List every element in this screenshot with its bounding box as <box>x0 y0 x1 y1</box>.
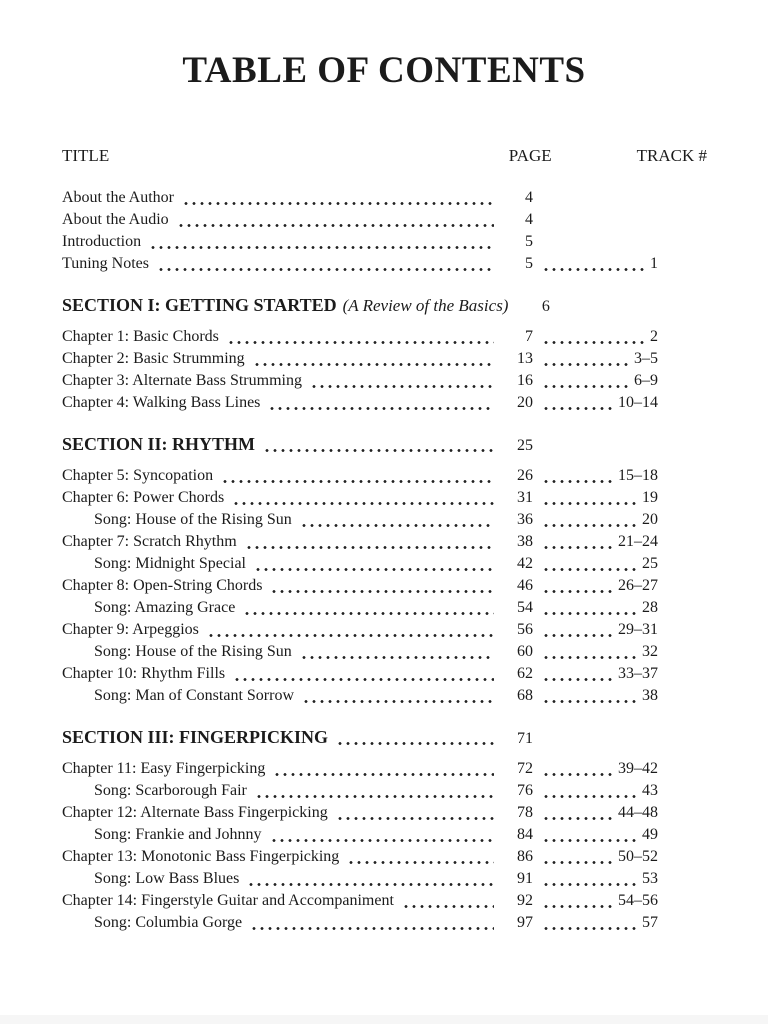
entry-page: 16 <box>517 372 533 389</box>
toc-entry <box>62 553 707 575</box>
dot-leader <box>541 392 612 414</box>
dot-leader <box>299 641 494 663</box>
entry-track: 1 <box>650 255 658 272</box>
entry-track: 20 <box>642 511 658 528</box>
toc-entry <box>62 531 707 553</box>
entry-tail <box>533 758 658 780</box>
toc-entry <box>62 780 707 802</box>
entry-page: 36 <box>517 511 533 528</box>
entry-track: 33–37 <box>618 665 658 682</box>
entry-title: Chapter 6: Power Chords <box>62 489 225 506</box>
entry-track: 2 <box>650 328 658 345</box>
dot-leader <box>541 509 636 531</box>
section-tail <box>533 433 658 456</box>
entry-page: 78 <box>517 804 533 821</box>
entry-title: Song: Midnight Special <box>94 555 246 572</box>
entry-tail <box>533 531 658 553</box>
toc-entry <box>62 846 707 868</box>
toc-content <box>62 145 707 934</box>
entry-title: Chapter 8: Open-String Chords <box>62 577 263 594</box>
section-tail <box>533 726 658 749</box>
toc-entry <box>62 575 707 597</box>
toc-entry-group <box>62 758 707 934</box>
entry-title: Chapter 1: Basic Chords <box>62 328 219 345</box>
entry-title: Song: Amazing Grace <box>94 599 236 616</box>
entry-tail <box>533 890 658 912</box>
entry-page: 62 <box>517 665 533 682</box>
entry-page: 26 <box>517 467 533 484</box>
toc-entry <box>62 824 707 846</box>
entry-track: 54–56 <box>618 892 658 909</box>
toc-entry <box>62 912 707 934</box>
dot-leader <box>541 641 636 663</box>
dot-leader <box>541 231 652 253</box>
dot-leader <box>541 326 644 348</box>
entry-tail <box>533 187 658 209</box>
entry-title: Song: House of the Rising Sun <box>94 643 292 660</box>
entry-page: 68 <box>517 687 533 704</box>
entry-title: Chapter 13: Monotonic Bass Fingerpicking <box>62 848 340 865</box>
entry-tail <box>533 575 658 597</box>
entry-page: 7 <box>525 328 533 345</box>
entry-page: 97 <box>517 914 533 931</box>
toc-entry <box>62 641 707 663</box>
entry-track: 29–31 <box>618 621 658 638</box>
entry-title: Chapter 5: Syncopation <box>62 467 214 484</box>
entry-title: Tuning Notes <box>62 255 149 272</box>
dot-leader <box>244 531 494 553</box>
dot-leader <box>541 890 612 912</box>
toc-entry <box>62 758 707 780</box>
entry-page: 76 <box>517 782 533 799</box>
entry-track: 25 <box>642 555 658 572</box>
dot-leader <box>346 846 494 868</box>
column-header-page: PAGE <box>508 146 552 165</box>
entry-title: Chapter 7: Scratch Rhythm <box>62 533 237 550</box>
entry-tail <box>533 846 658 868</box>
entry-title: Song: Columbia Gorge <box>94 914 243 931</box>
entry-track: 3–5 <box>634 350 658 367</box>
dot-leader <box>335 802 494 824</box>
column-header-track: TRACK # <box>636 146 707 165</box>
entry-tail <box>533 348 658 370</box>
dot-leader <box>301 685 494 707</box>
entry-page: 72 <box>517 760 533 777</box>
entry-page: 84 <box>517 826 533 843</box>
entry-tail <box>533 824 658 846</box>
entry-track: 19 <box>642 489 658 506</box>
entry-tail <box>533 912 658 934</box>
entry-tail <box>533 685 658 707</box>
dot-leader <box>252 348 494 370</box>
dot-leader <box>541 846 612 868</box>
entry-tail <box>533 370 658 392</box>
entry-tail <box>533 253 658 275</box>
dot-leader <box>558 294 652 317</box>
toc-entry <box>62 392 707 414</box>
entry-tail <box>533 663 658 685</box>
dot-leader <box>269 575 494 597</box>
section-heading <box>62 726 707 749</box>
section-title: SECTION I: GETTING STARTED (A Review of the Basics) <box>62 295 509 315</box>
section-subtitle: (A Review of the Basics) <box>342 296 509 315</box>
scan-edge <box>0 1015 768 1024</box>
entry-title: Song: Low Bass Blues <box>94 870 240 887</box>
page-title: TABLE OF CONTENTS <box>182 50 586 91</box>
dot-leader <box>541 433 652 456</box>
entry-page: 5 <box>525 255 533 272</box>
toc-entry <box>62 597 707 619</box>
entry-title: Song: Scarborough Fair <box>94 782 247 799</box>
toc-entry <box>62 868 707 890</box>
section-page: 71 <box>517 730 533 747</box>
dot-leader <box>335 726 494 749</box>
dot-leader <box>226 326 494 348</box>
entry-track: 39–42 <box>618 760 658 777</box>
entry-title: Chapter 11: Easy Fingerpicking <box>62 760 266 777</box>
entry-tail <box>533 802 658 824</box>
toc-entry <box>62 231 707 253</box>
toc-entry <box>62 187 707 209</box>
toc-entry <box>62 209 707 231</box>
entry-tail <box>533 780 658 802</box>
entry-tail <box>533 509 658 531</box>
dot-leader <box>541 597 636 619</box>
entry-title: Chapter 12: Alternate Bass Fingerpicking <box>62 804 328 821</box>
entry-track: 28 <box>642 599 658 616</box>
toc-entry <box>62 663 707 685</box>
entry-page: 31 <box>517 489 533 506</box>
dot-leader <box>269 824 494 846</box>
column-header-title: TITLE <box>62 146 110 165</box>
dot-leader <box>541 868 636 890</box>
toc-entry <box>62 685 707 707</box>
dot-leader <box>541 553 636 575</box>
entry-title: About the Author <box>62 189 174 206</box>
entry-tail <box>533 597 658 619</box>
toc-entry-group <box>62 465 707 707</box>
entry-page: 56 <box>517 621 533 638</box>
entry-title: Chapter 2: Basic Strumming <box>62 350 245 367</box>
toc-entry <box>62 890 707 912</box>
entry-title: About the Audio <box>62 211 169 228</box>
entry-page: 4 <box>525 211 533 228</box>
entry-page: 38 <box>517 533 533 550</box>
section-title: SECTION II: RHYTHM <box>62 434 256 454</box>
toc-blocks <box>62 187 707 934</box>
dot-leader <box>541 187 652 209</box>
dot-leader <box>541 663 612 685</box>
section-tail <box>550 294 658 317</box>
entry-tail <box>533 619 658 641</box>
dot-leader <box>541 824 636 846</box>
dot-leader <box>541 253 644 275</box>
toc-entry <box>62 487 707 509</box>
dot-leader <box>541 370 628 392</box>
entry-title: Chapter 3: Alternate Bass Strumming <box>62 372 302 389</box>
entry-title: Chapter 10: Rhythm Fills <box>62 665 226 682</box>
dot-leader <box>309 370 494 392</box>
dot-leader <box>541 758 612 780</box>
entry-track: 26–27 <box>618 577 658 594</box>
dot-leader <box>272 758 494 780</box>
section-page: 6 <box>541 298 550 315</box>
dot-leader <box>541 726 652 749</box>
entry-track: 49 <box>642 826 658 843</box>
section-heading <box>62 294 707 317</box>
section-title: SECTION III: FINGERPICKING <box>62 727 329 747</box>
entry-page: 46 <box>517 577 533 594</box>
entry-track: 6–9 <box>634 372 658 389</box>
toc-entry <box>62 370 707 392</box>
section-heading <box>62 433 707 456</box>
dot-leader <box>541 348 628 370</box>
entry-track: 43 <box>642 782 658 799</box>
dot-leader <box>262 433 494 456</box>
entry-track: 21–24 <box>618 533 658 550</box>
entry-page: 54 <box>517 599 533 616</box>
entry-title: Song: House of the Rising Sun <box>94 511 292 528</box>
dot-leader <box>541 575 612 597</box>
entry-title: Song: Frankie and Johnny <box>94 826 262 843</box>
entry-tail <box>533 465 658 487</box>
dot-leader <box>176 209 494 231</box>
dot-leader <box>253 553 494 575</box>
entry-track: 32 <box>642 643 658 660</box>
entry-title: Chapter 4: Walking Bass Lines <box>62 394 261 411</box>
entry-page: 13 <box>517 350 533 367</box>
entry-track: 10–14 <box>618 394 658 411</box>
toc-entry <box>62 326 707 348</box>
entry-tail <box>533 392 658 414</box>
entry-title: Chapter 9: Arpeggios <box>62 621 199 638</box>
entry-track: 50–52 <box>618 848 658 865</box>
dot-leader <box>299 509 494 531</box>
dot-leader <box>148 231 494 253</box>
entry-track: 44–48 <box>618 804 658 821</box>
entry-tail <box>533 231 658 253</box>
dot-leader <box>267 392 494 414</box>
dot-leader <box>232 663 494 685</box>
dot-leader <box>541 780 636 802</box>
toc-entry-group <box>62 187 707 275</box>
entry-page: 20 <box>517 394 533 411</box>
entry-tail <box>533 641 658 663</box>
entry-tail <box>533 326 658 348</box>
entry-tail <box>533 487 658 509</box>
toc-entry <box>62 802 707 824</box>
dot-leader <box>181 187 494 209</box>
entry-page: 4 <box>525 189 533 206</box>
dot-leader <box>541 912 636 934</box>
dot-leader <box>156 253 494 275</box>
dot-leader <box>541 619 612 641</box>
dot-leader <box>541 685 636 707</box>
entry-page: 60 <box>517 643 533 660</box>
dot-leader <box>254 780 494 802</box>
entry-track: 15–18 <box>618 467 658 484</box>
entry-page: 86 <box>517 848 533 865</box>
dot-leader <box>249 912 494 934</box>
entry-tail <box>533 553 658 575</box>
toc-entry <box>62 465 707 487</box>
entry-track: 38 <box>642 687 658 704</box>
entry-track: 53 <box>642 870 658 887</box>
dot-leader <box>541 487 636 509</box>
toc-entry-group <box>62 326 707 414</box>
entry-tail <box>533 209 658 231</box>
dot-leader <box>401 890 494 912</box>
entry-title: Introduction <box>62 233 142 250</box>
toc-entry <box>62 348 707 370</box>
toc-entry <box>62 509 707 531</box>
entry-page: 91 <box>517 870 533 887</box>
dot-leader <box>541 465 612 487</box>
dot-leader <box>231 487 494 509</box>
entry-tail <box>533 868 658 890</box>
toc-entry <box>62 253 707 275</box>
dot-leader <box>246 868 494 890</box>
dot-leader <box>220 465 494 487</box>
dot-leader <box>206 619 494 641</box>
dot-leader <box>541 802 612 824</box>
dot-leader <box>541 531 612 553</box>
entry-title: Song: Man of Constant Sorrow <box>94 687 294 704</box>
entry-page: 92 <box>517 892 533 909</box>
entry-track: 57 <box>642 914 658 931</box>
toc-entry <box>62 619 707 641</box>
section-page: 25 <box>517 437 533 454</box>
entry-title: Chapter 14: Fingerstyle Guitar and Accompaniment <box>62 892 394 909</box>
column-header-row <box>62 145 707 167</box>
dot-leader <box>541 209 652 231</box>
entry-page: 42 <box>517 555 533 572</box>
dot-leader <box>242 597 494 619</box>
entry-page: 5 <box>525 233 533 250</box>
